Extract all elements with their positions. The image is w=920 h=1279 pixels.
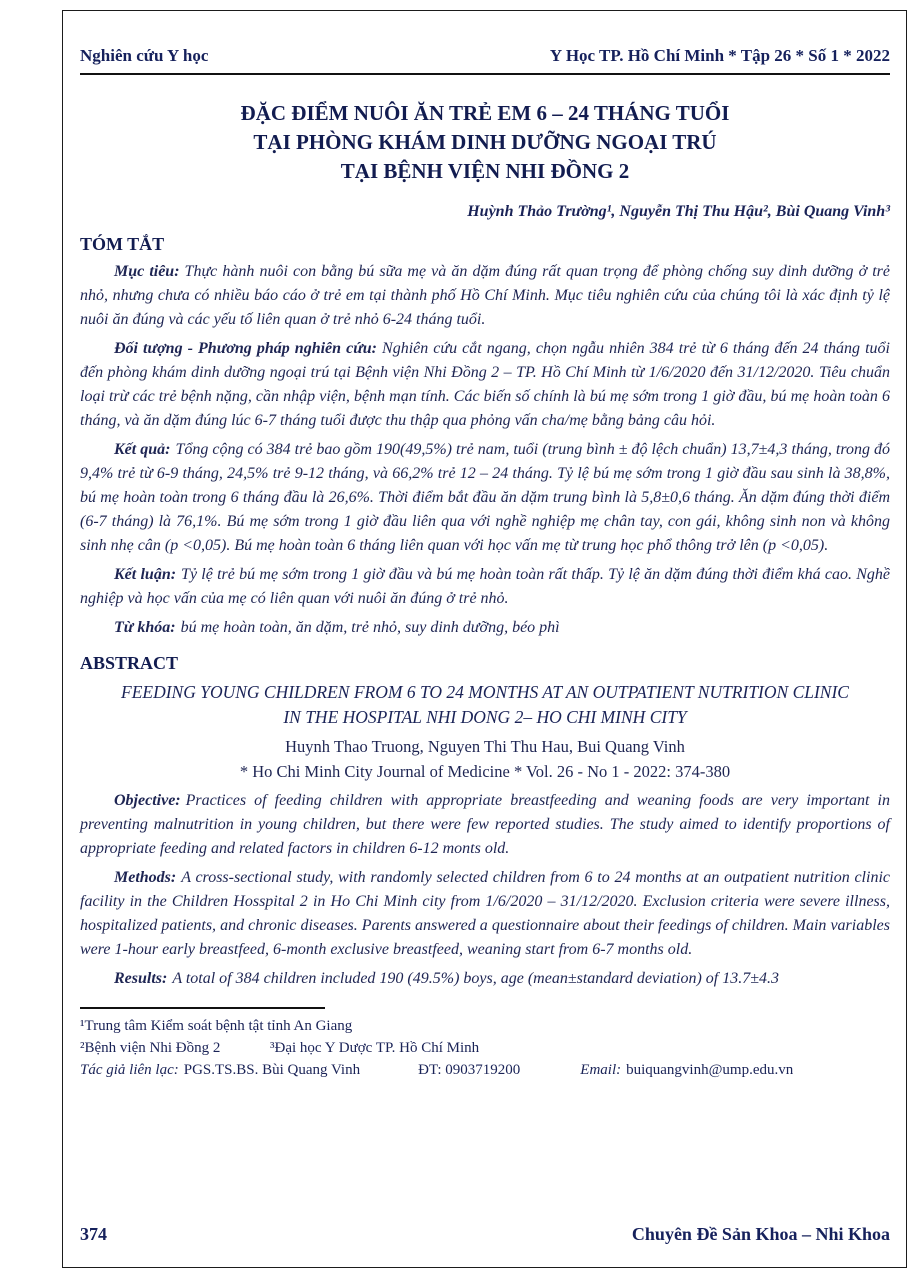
contact-label: Tác giả liên lạc:: [80, 1062, 179, 1078]
paragraph-text: Tổng cộng có 384 trẻ bao gồm 190(49,5%) trẻ nam, tuổi (trung bình ± độ lệch chuẩn) 13,7±4,3 tháng, trong đó 9,4% trẻ từ 6-9 tháng, 24,5% trẻ 9-12 tháng, và 66,2% trẻ 12 – 24 tháng. Tỷ lệ bú mẹ sớm trong 1 giờ đầu sau sinh là 38,8%, bú mẹ hoàn toàn trong 6 tháng đầu là 26,6%. Thời điểm bắt đầu ăn dặm trung bình là 5,8±0,6 tháng. Ăn dặm đúng thời điểm (6-7 tháng) là 76,1%. Bú mẹ sớm trong 1 giờ đầu liên qua với nghề nghiệp mẹ chân tay, con gái, không sinh non và không sinh nhẹ cân (p <0,05). Bú mẹ hoàn toàn 6 tháng liên quan với học vấn mẹ từ trung học phổ thông trở lên (p <0,05).: [80, 441, 890, 554]
abstract-title-line-2: IN THE HOSPITAL NHI DONG 2– HO CHI MINH CITY: [283, 707, 687, 727]
email-label: Email:: [580, 1062, 622, 1078]
abstract-authors: Huynh Thao Truong, Nguyen Thi Thu Hau, Bui Quang Vinh: [285, 737, 685, 756]
paragraph-lead: Đối tượng - Phương pháp nghiên cứu:: [114, 340, 378, 357]
article-title-line-2: TẠI PHÒNG KHÁM DINH DƯỠNG NGOẠI TRÚ: [253, 130, 717, 154]
paragraph-muc-tieu: [80, 260, 890, 332]
paragraph-lead: Objective:: [114, 792, 181, 809]
footnote-affiliations-row: [80, 1037, 890, 1059]
paragraph-doi-tuong-phuong-phap: [80, 337, 890, 433]
paragraph-ket-qua: [80, 438, 890, 558]
paragraph-text: Thực hành nuôi con bằng bú sữa mẹ và ăn dặm đúng rất quan trọng để phòng chống suy dinh dưỡng ở trẻ nhỏ, nhưng chưa có nhiều báo cáo ở trẻ em tại thành phố Hồ Chí Minh. Mục tiêu nghiên cứu của chúng tôi là xác định tỷ lệ nuôi ăn đúng và các yếu tố liên quan ở trẻ nhỏ 6-24 tháng tuổi.: [80, 263, 891, 328]
abstract-heading: ABSTRACT: [80, 653, 179, 673]
authors-vietnamese: Huỳnh Thảo Trường¹, Nguyễn Thị Thu Hậu², Bùi Quang Vinh³: [467, 203, 890, 220]
footnotes: [80, 1007, 890, 1081]
paragraph-text: Practices of feeding children with appropriate breastfeeding and weaning foods are very important in preventing malnutrition in young children, but there were few reported studies. The study aimed to identify proportions of appropriate feeding and related factors in children 6-12 monts old.: [80, 792, 890, 857]
paragraph-results: [80, 967, 890, 991]
journal-issue-label: Y Học TP. Hồ Chí Minh * Tập 26 * Số 1 * 2022: [549, 46, 890, 65]
footer-section-title: Chuyên Đề Sản Khoa – Nhi Khoa: [631, 1224, 890, 1244]
paragraph-lead: Kết luận:: [114, 566, 177, 583]
paragraph-text: bú mẹ hoàn toàn, ăn dặm, trẻ nhỏ, suy dinh dưỡng, béo phì: [180, 619, 560, 636]
footnote-separator-rule: [80, 1007, 325, 1009]
footnote-contact-row: [80, 1059, 890, 1081]
paragraph-text: A total of 384 children included 190 (49.5%) boys, age (mean±standard deviation) of 13.7±4.3: [172, 970, 780, 987]
paragraph-methods: [80, 866, 890, 962]
paragraph-lead: Mục tiêu:: [114, 263, 180, 280]
footnote-affiliation-3: ³Đại học Y Dược TP. Hồ Chí Minh: [270, 1040, 480, 1056]
journal-section-label: Nghiên cứu Y học: [80, 46, 209, 65]
paragraph-ket-luan: [80, 563, 890, 611]
paragraph-lead: Results:: [114, 970, 168, 987]
contact-name: PGS.TS.BS. Bùi Quang Vinh: [183, 1062, 361, 1078]
paragraph-text: Nghiên cứu cắt ngang, chọn ngẫu nhiên 384 trẻ từ 6 tháng đến 24 tháng tuổi đến phòng khám dinh dưỡng ngoại trú tại Bệnh viện Nhi Đồng 2 – TP. Hồ Chí Minh từ 1/6/2020 đến 31/12/2020. Tiêu chuẩn loại trừ các trẻ bệnh nặng, cần nhập viện, bệnh mạn tính. Các biến số chính là bú mẹ sớm trong 1 giờ đầu, bú mẹ hoàn toàn 6 tháng, và ăn dặm đúng lúc 6-7 tháng tuổi được thu thập qua phỏng vấn cha/mẹ bằng bảng câu hỏi.: [80, 340, 891, 429]
footnote-affiliation-2: ²Bệnh viện Nhi Đồng 2: [80, 1040, 221, 1056]
tom-tat-heading: TÓM TẮT: [80, 234, 165, 254]
paragraph-text: Tỷ lệ trẻ bú mẹ sớm trong 1 giờ đầu và bú mẹ hoàn toàn rất thấp. Tỷ lệ ăn dặm đúng thời điểm khá cao. Nghề nghiệp và học vấn của mẹ có liên quan với nuôi ăn đúng ở trẻ nhỏ.: [80, 566, 890, 607]
page-content: [80, 46, 890, 1081]
contact-phone: ĐT: 0903719200: [418, 1062, 521, 1078]
page-header: [80, 46, 890, 75]
footnote-affiliation-1: ¹Trung tâm Kiểm soát bệnh tật tỉnh An Giang: [80, 1018, 353, 1034]
email-address: buiquangvinh@ump.edu.vn: [626, 1062, 794, 1078]
abstract-title-line-1: FEEDING YOUNG CHILDREN FROM 6 TO 24 MONTHS AT AN OUTPATIENT NUTRITION CLINIC: [121, 682, 849, 702]
abstract-citation: * Ho Chi Minh City Journal of Medicine * Vol. 26 - No 1 - 2022: 374-380: [239, 762, 731, 781]
paragraph-lead: Methods:: [114, 869, 177, 886]
paragraph-lead: Từ khóa:: [114, 619, 176, 636]
paragraph-text: A cross-sectional study, with randomly selected children from 6 to 24 months at an outpatient nutrition clinic facility in the Children Hosspital 2 in Ho Chi Minh city from 1/6/2020 – 31/12/2020. Exclusion criteria were severe illness, hospitalized patients, and chronic diseases. Parents answered a questionnaire about their feedings of children. Main variables were 1-hour early breastfeed, 6-month exclusive breastfeed, weaning start from 6-7 months old.: [80, 869, 890, 958]
abstract-title: [80, 680, 890, 730]
page-number: 374: [80, 1224, 107, 1244]
paragraph-tu-khoa: [80, 616, 890, 640]
article-title: [80, 99, 890, 186]
page-footer: [80, 1224, 890, 1245]
article-title-line-1: ĐẶC ĐIỂM NUÔI ĂN TRẺ EM 6 – 24 THÁNG TUỔI: [240, 101, 730, 125]
paragraph-lead: Kết quả:: [114, 441, 171, 458]
paragraph-objective: [80, 789, 890, 861]
article-title-line-3: TẠI BỆNH VIỆN NHI ĐỒNG 2: [340, 159, 630, 183]
